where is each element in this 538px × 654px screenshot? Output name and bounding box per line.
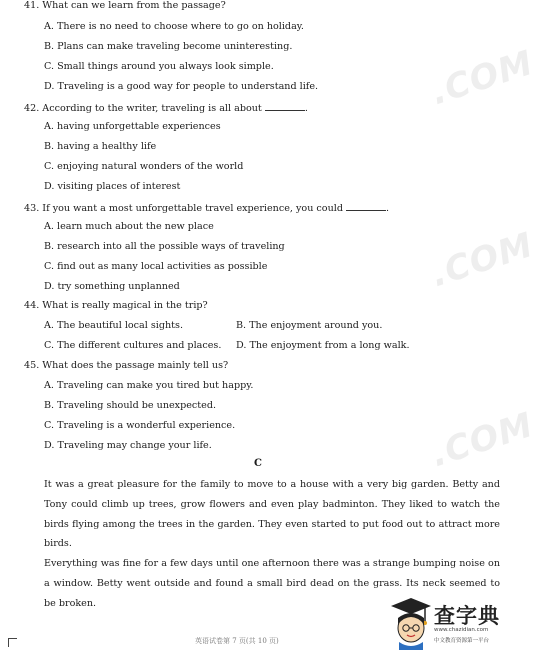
- watermark: .COM: [426, 224, 538, 296]
- question-41-option-a: A. There is no need to choose where to go on holiday.: [44, 21, 304, 32]
- scholar-avatar-icon: [390, 596, 432, 650]
- question-45-option-d: D. Traveling may change your life.: [44, 440, 212, 451]
- question-42-option-c: C. enjoying natural wonders of the world: [44, 161, 244, 172]
- question-42-option-d: D. visiting places of interest: [44, 181, 181, 192]
- paragraph-text: Everything was fine for a few days until one afternoon there was a strange bumping noise on a window. Betty went outside and found a small bird dead on the grass. Its neck seemed to be broken.: [44, 558, 500, 609]
- question-42-stem-text: 42. According to the writer, traveling is all about: [24, 103, 262, 114]
- question-45-option-c: C. Traveling is a wonderful experience.: [44, 420, 236, 431]
- question-43-stem-text: 43. If you want a most unforgettable travel experience, you could: [24, 203, 343, 214]
- question-43-option-d: D. try something unplanned: [44, 281, 180, 292]
- question-44-option-b: B. The enjoyment around you.: [236, 320, 383, 331]
- question-41-stem: 41. What can we learn from the passage?: [24, 0, 226, 11]
- page-footer: 英语试卷第 7 页(共 10 页): [195, 637, 279, 645]
- paragraph-text: It was a great pleasure for the family to move to a house with a very big garden. Betty and Tony could climb up trees, grow flowers and even play badminton. They liked to watch the birds flying among the trees in the garden. They even started to put food out to attract more birds.: [44, 479, 500, 550]
- crop-mark: [8, 638, 17, 647]
- question-45-stem: 45. What does the passage mainly tell us?: [24, 360, 229, 371]
- question-45-option-b: B. Traveling should be unexpected.: [44, 400, 217, 411]
- logo-name: 查字典: [434, 604, 500, 628]
- question-43-stem: [24, 201, 389, 215]
- question-42-stem-end: .: [304, 103, 308, 114]
- question-45-option-a: A. Traveling can make you tired but happy.: [44, 380, 254, 391]
- question-43-option-b: B. research into all the possible ways of traveling: [44, 241, 285, 252]
- answer-blank: [265, 101, 305, 111]
- question-43-option-c: C. find out as many local activities as possible: [44, 261, 268, 272]
- watermark: .COM: [426, 42, 538, 114]
- question-43-option-a: A. learn much about the new place: [44, 221, 214, 232]
- question-41-option-d: D. Traveling is a good way for people to understand life.: [44, 81, 319, 92]
- question-44-option-a: A. The beautiful local sights.: [44, 320, 184, 331]
- watermark: .COM: [426, 404, 538, 476]
- answer-blank: [346, 201, 386, 211]
- question-42-option-b: B. having a healthy life: [44, 141, 157, 152]
- question-44-option-d: D. The enjoyment from a long walk.: [236, 340, 410, 351]
- question-42-option-a: A. having unforgettable experiences: [44, 121, 221, 132]
- question-43-stem-end: .: [386, 203, 390, 214]
- question-44-stem: 44. What is really magical in the trip?: [24, 300, 208, 311]
- question-44-option-c: C. The different cultures and places.: [44, 340, 222, 351]
- question-41-option-b: B. Plans can make traveling become uninteresting.: [44, 41, 293, 52]
- question-42-stem: [24, 101, 308, 115]
- chazidian-logo: [390, 596, 510, 650]
- logo-tagline: 中文教育资源第一平台: [434, 638, 490, 644]
- passage-paragraph-1: [22, 475, 500, 554]
- question-41-option-c: C. Small things around you always look simple.: [44, 61, 274, 72]
- logo-url: www.chazidian.com: [434, 627, 489, 633]
- section-heading: C: [254, 458, 262, 469]
